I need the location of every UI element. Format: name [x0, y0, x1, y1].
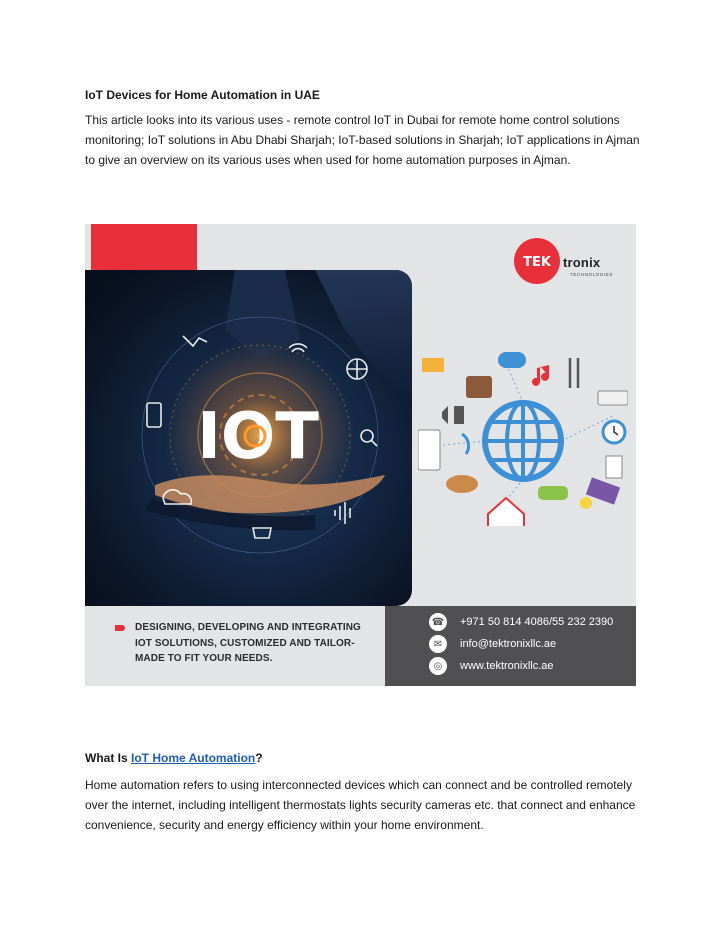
article-title: IoT Devices for Home Automation in UAE	[85, 88, 320, 102]
iot-heading-text: IOT	[197, 400, 319, 474]
contact-phone: +971 50 814 4086/55 232 2390	[460, 616, 614, 628]
promo-banner	[85, 224, 636, 686]
section-body: Home automation refers to using interconnected devices which can connect and be controlled remotely over the internet, including intelligent thermostats lights security cameras etc. that connect and enhance convenience, security and energy efficiency within your home environment.	[85, 778, 636, 832]
telephone-icon	[462, 434, 469, 454]
globe-icon: ◎	[429, 657, 447, 675]
dog-icon	[446, 475, 478, 493]
logo-wordmark: tronix	[563, 255, 601, 270]
music-note-icon	[532, 365, 549, 386]
fork-knife-icon	[570, 358, 578, 388]
gamepad-icon	[498, 352, 526, 368]
logo-mark-text: TEK	[523, 255, 551, 270]
fridge-icon	[418, 430, 440, 470]
banner-tagline: DESIGNING, DEVELOPING AND INTEGRATING IOT SOLUTIONS, CUSTOMIZED AND TAILOR-MADE TO FIT YOUR NEEDS.	[135, 622, 361, 664]
audio-wave-icon	[335, 502, 350, 524]
contact-email: info@tektronixllc.ae	[460, 638, 557, 650]
iot-hand-photo	[85, 270, 412, 606]
document-icon	[606, 456, 622, 478]
iot-devices-graphic	[418, 346, 628, 526]
robot-arm-icon	[183, 336, 207, 346]
shopping-cart-icon	[422, 358, 444, 372]
house-icon	[488, 498, 524, 526]
phone-device-icon	[147, 403, 161, 427]
phone-icon: ☎	[429, 613, 447, 631]
tagline-marker	[115, 625, 125, 631]
email-icon: ✉	[429, 635, 447, 653]
section-heading-prefix: What Is	[85, 751, 132, 765]
air-conditioner-icon	[598, 391, 628, 405]
car-icon	[538, 486, 568, 500]
section-heading-suffix: ?	[255, 751, 263, 765]
section-heading	[85, 748, 645, 768]
suitcase-icon	[466, 376, 492, 398]
iot-home-automation-link[interactable]: IoT Home Automation	[131, 751, 256, 765]
logo-subtitle: TECHNOLOGIES	[570, 272, 613, 277]
plug-icon	[442, 406, 464, 424]
contact-website: www.tektronixllc.ae	[460, 660, 554, 672]
article-intro: This article looks into its various uses - remote control IoT in Dubai for remote home control solutions monitoring; IoT solutions in Abu Dhabi Sharjah; IoT-based solutions in Sharjah; IoT applications in Ajman to give an overview on its various uses when used for home automation purposes in Ajman.	[85, 113, 640, 167]
lightbulb-icon	[580, 497, 592, 509]
